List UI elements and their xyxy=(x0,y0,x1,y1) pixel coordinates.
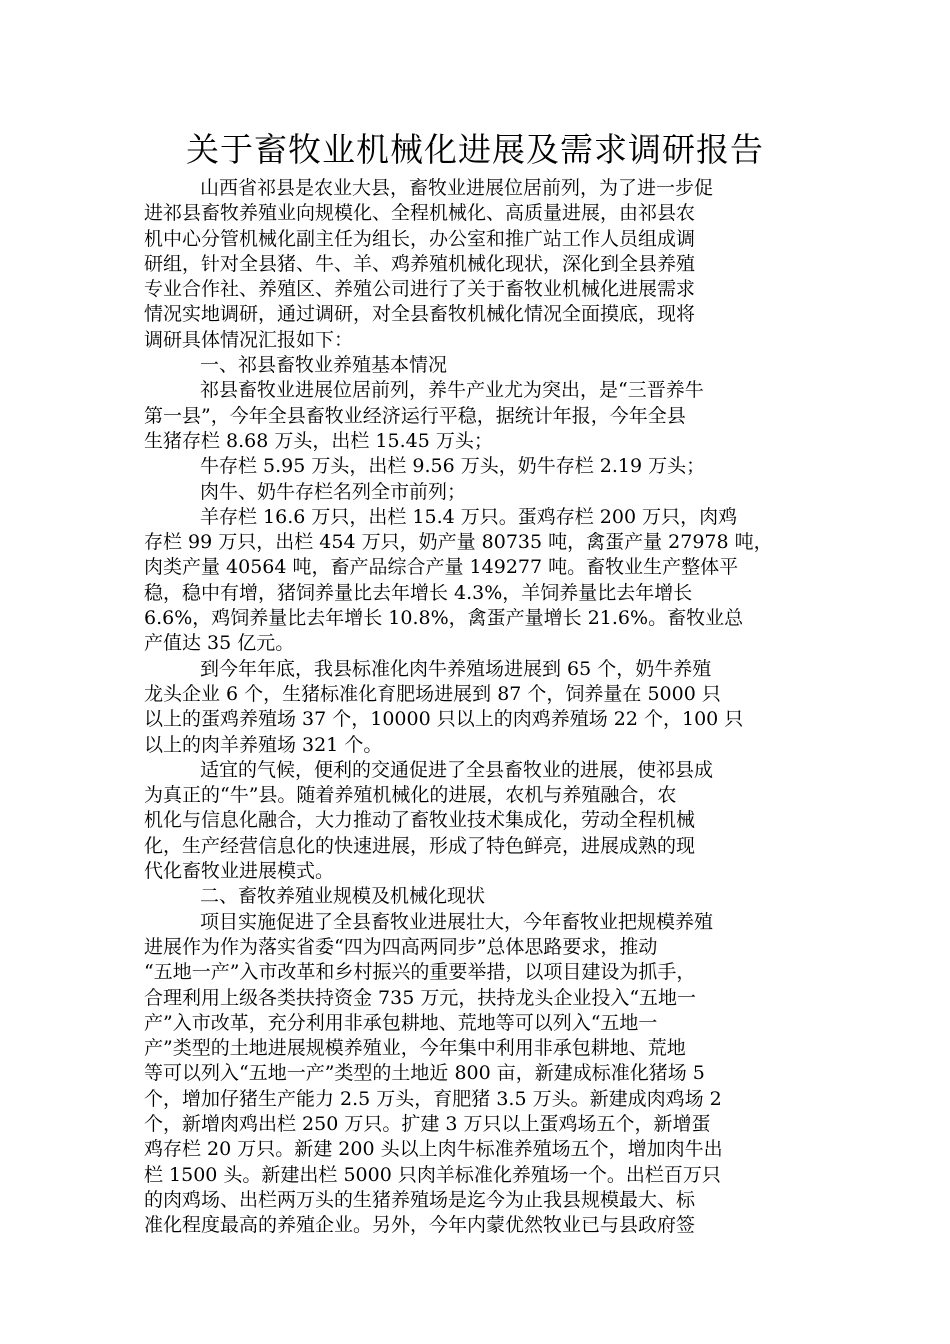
paragraph-line: 项目实施促进了全县畜牧业进展壮大，今年畜牧业把规模养殖 xyxy=(200,910,714,933)
paragraph-line: 合理利用上级各类扶持资金 735 万元，扶持龙头企业投入“五地一 xyxy=(144,986,697,1009)
paragraph-line: 肉类产量 40564 吨，畜产品综合产量 149277 吨。畜牧业生产整体平 xyxy=(144,556,739,579)
paragraph-line: 产”类型的土地进展规模养殖业，今年集中利用非承包耕地、荒地 xyxy=(144,1037,686,1060)
paragraph-line: 为真正的“牛”县。随着养殖机械化的进展，农机与养殖融合，农 xyxy=(144,784,677,807)
paragraph-line: 情况实地调研，通过调研，对全县畜牧机械化情况全面摸底，现将 xyxy=(144,303,696,326)
paragraph-line: 羊存栏 16.6 万只，出栏 15.4 万只。蛋鸡存栏 200 万只，肉鸡 xyxy=(200,505,738,528)
paragraph-line: “五地一产”入市改革和乡村振兴的重要举措，以项目建设为抓手， xyxy=(144,961,696,984)
paragraph-line: 个，新增肉鸡出栏 250 万只。扩建 3 万只以上蛋鸡场五个，新增蛋 xyxy=(144,1112,711,1135)
paragraph-line: 栏 1500 头。新建出栏 5000 只肉羊标准化养殖场一个。出栏百万只 xyxy=(144,1163,721,1186)
paragraph-line: 以上的蛋鸡养殖场 37 个，10000 只以上的肉鸡养殖场 22 个，100 只 xyxy=(144,708,744,731)
paragraph-line: 祁县畜牧业进展位居前列，养牛产业尤为突出，是“三晋养牛 xyxy=(200,379,704,402)
paragraph-line: 机中心分管机械化副主任为组长，办公室和推广站工作人员组成调 xyxy=(144,227,696,250)
paragraph-line: 适宜的气候，便利的交通促进了全县畜牧业的进展，使祁县成 xyxy=(200,758,714,781)
paragraph-line: 产”入市改革，充分利用非承包耕地、荒地等可以列入“五地一 xyxy=(144,1011,658,1034)
paragraph-line: 化，生产经营信息化的快速进展，形成了特色鲜亮，进展成熟的现 xyxy=(144,834,696,857)
document-title: 关于畜牧业机械化进展及需求调研报告 xyxy=(186,130,764,169)
paragraph-line: 机化与信息化融合，大力推动了畜牧业技术集成化，劳动全程机械 xyxy=(144,809,696,832)
paragraph-line: 龙头企业 6 个，生猪标准化育肥场进展到 87 个，饲养量在 5000 只 xyxy=(144,682,721,705)
paragraph-line: 鸡存栏 20 万只。新建 200 头以上肉牛标准养殖场五个，增加肉牛出 xyxy=(144,1138,723,1161)
paragraph-line: 以上的肉羊养殖场 321 个。 xyxy=(144,733,383,756)
paragraph-line: 调研具体情况汇报如下： xyxy=(144,328,354,351)
paragraph-line: 专业合作社、养殖区、养殖公司进行了关于畜牧业机械化进展需求 xyxy=(144,278,696,301)
paragraph-line: 到今年年底，我县标准化肉牛养殖场进展到 65 个，奶牛养殖 xyxy=(200,657,712,680)
paragraph-line: 山西省祁县是农业大县，畜牧业进展位居前列，为了进一步促 xyxy=(200,177,714,199)
paragraph-line: 等可以列入“五地一产”类型的土地近 800 亩，新建成标准化猪场 5 xyxy=(144,1062,705,1085)
document-body xyxy=(144,176,816,1238)
paragraph-line: 进祁县畜牧养殖业向规模化、全程机械化、高质量进展，由祁县农 xyxy=(144,202,696,225)
paragraph-line: 个，增加仔猪生产能力 2.5 万头，育肥猪 3.5 万头。新建成肉鸡场 2 xyxy=(144,1087,722,1110)
paragraph-line: 肉牛、奶牛存栏名列全市前列； xyxy=(200,480,467,503)
section-heading: 二、畜牧养殖业规模及机械化现状 xyxy=(200,885,486,908)
paragraph-line: 研组，针对全县猪、牛、羊、鸡养殖机械化现状，深化到全县养殖 xyxy=(144,252,696,275)
paragraph-line: 产值达 35 亿元。 xyxy=(144,632,295,655)
paragraph-line: 稳，稳中有增，猪饲养量比去年增长 4.3%，羊饲养量比去年增长 xyxy=(144,581,693,604)
paragraph-line: 代化畜牧业进展模式。 xyxy=(144,860,335,883)
paragraph-line: 进展作为作为落实省委“四为四高两同步”总体思路要求，推动 xyxy=(144,935,658,958)
paragraph-line: 的肉鸡场、出栏两万头的生猪养殖场是迄今为止我县规模最大、标 xyxy=(144,1188,696,1211)
paragraph-line: 准化程度最高的养殖企业。另外，今年内蒙优然牧业已与县政府签 xyxy=(144,1214,696,1237)
section-heading: 一、祁县畜牧业养殖基本情况 xyxy=(200,354,448,377)
paragraph-line: 第一县”，今年全县畜牧业经济运行平稳，据统计年报，今年全县 xyxy=(144,404,686,427)
paragraph-line: 6.6%，鸡饲养量比去年增长 10.8%，禽蛋产量增长 21.6%。畜牧业总 xyxy=(144,607,744,630)
paragraph-line: 生猪存栏 8.68 万头，出栏 15.45 万头； xyxy=(144,429,493,452)
paragraph-line: 存栏 99 万只，出栏 454 万只，奶产量 80735 吨，禽蛋产量 27978 吨， xyxy=(144,531,773,554)
paragraph-line: 牛存栏 5.95 万头，出栏 9.56 万头，奶牛存栏 2.19 万头； xyxy=(200,455,706,478)
